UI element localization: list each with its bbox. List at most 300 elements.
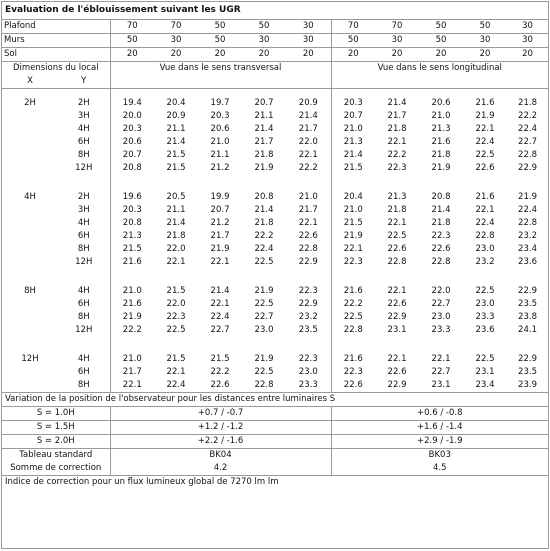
- variation-transversal: +0.7 / -0.7: [110, 407, 331, 421]
- reflectance-value: 70: [154, 20, 198, 34]
- reflectance-value: 20: [198, 48, 242, 62]
- reflectance-value: 20: [154, 48, 198, 62]
- ugr-longitudinal-value: 21.4: [331, 149, 375, 162]
- ugr-transversal-value: 22.6: [298, 231, 318, 241]
- spacer-cell: [110, 269, 331, 277]
- ugr-transversal-value: 19.4: [110, 97, 154, 110]
- ugr-longitudinal-value: 22.1: [431, 354, 451, 364]
- ugr-longitudinal-value: 22.5: [475, 150, 495, 160]
- ugr-longitudinal-value: 21.6: [331, 353, 375, 366]
- reflectance-row: [2, 20, 548, 34]
- transversal-spacer: [110, 75, 331, 89]
- ugr-transversal-value: 23.3: [298, 380, 318, 390]
- ugr-longitudinal-value: 23.6: [518, 257, 537, 267]
- variation-row: [2, 407, 548, 421]
- x-dimension-empty: [2, 123, 58, 136]
- ugr-sheet: [1, 1, 549, 549]
- ugr-transversal-value: 22.3: [166, 312, 186, 322]
- ugr-longitudinal-value: 22.7: [431, 299, 451, 309]
- variation-transversal: +1.2 / -1.2: [110, 421, 331, 435]
- reflectance-value: 50: [198, 34, 242, 48]
- ugr-transversal-value: 21.1: [254, 111, 274, 121]
- y-dimension: 6H: [77, 367, 90, 377]
- ugr-transversal-value: 19.9: [210, 192, 230, 202]
- ugr-transversal-value: 20.4: [166, 98, 186, 108]
- spacer-cell: [331, 277, 548, 285]
- longitudinal-spacer: [331, 75, 548, 89]
- standard-transversal: BK04: [110, 449, 331, 463]
- variation-longitudinal: +0.6 / -0.8: [331, 407, 548, 421]
- ugr-transversal-value: 22.1: [110, 379, 154, 393]
- footnote: Indice de correction pour un flux lumineux global de 7270 lm lm: [5, 477, 279, 487]
- ugr-transversal-value: 22.7: [254, 312, 274, 322]
- spacer-cell: [110, 183, 331, 191]
- ugr-longitudinal-value: 23.2: [475, 257, 495, 267]
- x-dimension-empty: [2, 298, 58, 311]
- y-dimension: 6H: [77, 231, 90, 241]
- spacer-cell: [331, 345, 548, 353]
- spacer-cell: [2, 89, 110, 98]
- x-dimension: 8H: [24, 286, 36, 296]
- ugr-transversal-value: 22.5: [254, 367, 274, 377]
- ugr-longitudinal-value: 22.1: [331, 243, 375, 256]
- reflectance-value: 30: [463, 34, 507, 48]
- y-dimension: 2H: [77, 192, 90, 202]
- ugr-data-row: [2, 324, 548, 337]
- reflectance-value: 30: [242, 34, 286, 48]
- dimensions-label: Dimensions du local: [12, 63, 99, 73]
- ugr-longitudinal-value: 22.9: [518, 163, 537, 173]
- ugr-longitudinal-value: 21.7: [387, 111, 407, 121]
- reflectance-value: 30: [507, 34, 548, 48]
- ugr-longitudinal-value: 21.8: [387, 205, 407, 215]
- ugr-longitudinal-value: 22.8: [518, 218, 537, 228]
- ugr-data-row: [2, 311, 548, 324]
- ugr-transversal-value: 21.9: [254, 286, 274, 296]
- ugr-transversal-value: 20.6: [110, 136, 154, 149]
- variation-row: [2, 421, 548, 435]
- longitudinal-label: Vue dans le sens longitudinal: [331, 62, 548, 76]
- ugr-longitudinal-value: 22.9: [387, 380, 407, 390]
- reflectance-value: 50: [463, 20, 507, 34]
- ugr-transversal-value: 21.4: [166, 137, 186, 147]
- variation-header-row: [2, 393, 548, 407]
- x-dimension-empty: [2, 311, 58, 324]
- standard-longitudinal: BK03: [331, 449, 548, 463]
- xy-header-row: [2, 75, 548, 89]
- ugr-longitudinal-value: 23.1: [387, 325, 407, 335]
- y-dimension: 4H: [77, 218, 90, 228]
- ugr-transversal-value: 21.5: [166, 354, 186, 364]
- ugr-longitudinal-value: 22.6: [331, 379, 375, 393]
- ugr-transversal-value: 21.8: [254, 218, 274, 228]
- ugr-longitudinal-value: 21.8: [518, 98, 537, 108]
- variation-spacing: S = 1.5H: [2, 421, 110, 435]
- ugr-table-body: [2, 20, 548, 489]
- ugr-transversal-value: 21.5: [166, 286, 186, 296]
- standard-table-row: [2, 449, 548, 463]
- ugr-transversal-value: 21.7: [298, 124, 318, 134]
- ugr-longitudinal-value: 22.7: [518, 137, 537, 147]
- ugr-transversal-value: 21.0: [110, 353, 154, 366]
- ugr-longitudinal-value: 21.6: [475, 98, 495, 108]
- ugr-longitudinal-value: 22.2: [331, 298, 375, 311]
- group-top-spacer: [2, 183, 548, 191]
- ugr-longitudinal-value: 21.0: [331, 123, 375, 136]
- y-dimension: 8H: [77, 150, 90, 160]
- ugr-transversal-value: 22.4: [166, 380, 186, 390]
- ugr-transversal-value: 22.9: [298, 299, 318, 309]
- ugr-longitudinal-value: 22.2: [518, 111, 537, 121]
- ugr-longitudinal-value: 22.2: [387, 150, 407, 160]
- reflectance-value: 20: [419, 48, 463, 62]
- ugr-transversal-value: 21.4: [254, 124, 274, 134]
- ugr-longitudinal-value: 22.1: [475, 124, 495, 134]
- variation-transversal: +2.2 / -1.6: [110, 435, 331, 449]
- ugr-transversal-value: 21.9: [254, 354, 274, 364]
- ugr-transversal-value: 22.4: [254, 244, 274, 254]
- variation-label: Variation de la position de l'observateur pour les distances entre luminaires S: [2, 393, 548, 407]
- ugr-longitudinal-value: 22.6: [387, 299, 407, 309]
- spacer-cell: [331, 89, 548, 98]
- ugr-transversal-value: 22.5: [254, 299, 274, 309]
- ugr-longitudinal-value: 22.5: [475, 286, 495, 296]
- reflectance-value: 20: [463, 48, 507, 62]
- reflectance-value: 50: [331, 34, 375, 48]
- x-dimension-empty: [2, 136, 58, 149]
- y-dimension: 8H: [77, 312, 90, 322]
- spacer-cell: [110, 277, 331, 285]
- ugr-transversal-value: 19.6: [110, 191, 154, 204]
- ugr-longitudinal-value: 21.5: [331, 162, 375, 175]
- ugr-longitudinal-value: 23.1: [431, 380, 451, 390]
- ugr-transversal-value: 20.3: [210, 111, 230, 121]
- reflectance-value: 50: [419, 20, 463, 34]
- spacer-cell: [2, 337, 110, 345]
- ugr-longitudinal-value: 22.8: [331, 324, 375, 337]
- ugr-data-row: [2, 204, 548, 217]
- ugr-transversal-value: 21.0: [298, 192, 318, 202]
- ugr-transversal-value: 22.2: [254, 231, 274, 241]
- y-dimension: 2H: [77, 98, 90, 108]
- group-top-spacer: [2, 277, 548, 285]
- ugr-transversal-value: 22.5: [166, 325, 186, 335]
- ugr-transversal-value: 21.9: [254, 163, 274, 173]
- reflectance-label: Murs: [2, 34, 110, 48]
- ugr-transversal-value: 22.4: [210, 312, 230, 322]
- spacer-cell: [331, 337, 548, 345]
- ugr-longitudinal-value: 20.8: [431, 192, 451, 202]
- ugr-transversal-value: 21.4: [254, 205, 274, 215]
- ugr-longitudinal-value: 20.7: [331, 110, 375, 123]
- x-dimension-empty: [2, 230, 58, 243]
- ugr-transversal-value: 20.0: [110, 110, 154, 123]
- reflectance-row: [2, 48, 548, 62]
- ugr-transversal-value: 21.4: [210, 286, 230, 296]
- spacer-cell: [2, 175, 110, 183]
- ugr-longitudinal-value: 22.4: [518, 124, 537, 134]
- ugr-transversal-value: 23.2: [298, 312, 318, 322]
- x-dimension-empty: [2, 243, 58, 256]
- ugr-transversal-value: 22.1: [166, 257, 186, 267]
- ugr-longitudinal-value: 22.6: [387, 244, 407, 254]
- reflectance-row: [2, 34, 548, 48]
- ugr-transversal-value: 21.7: [254, 137, 274, 147]
- ugr-transversal-value: 21.5: [210, 354, 230, 364]
- ugr-longitudinal-value: 22.8: [518, 150, 537, 160]
- reflectance-value: 20: [286, 48, 331, 62]
- ugr-longitudinal-value: 23.3: [431, 325, 451, 335]
- ugr-data-row: [2, 149, 548, 162]
- correction-longitudinal: 4.5: [331, 462, 548, 476]
- ugr-longitudinal-value: 21.6: [431, 137, 451, 147]
- ugr-longitudinal-value: 22.6: [475, 163, 495, 173]
- ugr-longitudinal-value: 22.3: [387, 163, 407, 173]
- y-dimension: 8H: [77, 244, 90, 254]
- ugr-longitudinal-value: 21.6: [475, 192, 495, 202]
- ugr-longitudinal-value: 23.4: [475, 380, 495, 390]
- ugr-longitudinal-value: 21.9: [431, 163, 451, 173]
- ugr-transversal-value: 23.0: [298, 367, 318, 377]
- ugr-longitudinal-value: 23.5: [518, 299, 537, 309]
- ugr-transversal-value: 22.1: [210, 257, 230, 267]
- y-dimension: 12H: [75, 163, 93, 173]
- ugr-table: [2, 20, 548, 489]
- ugr-data-row: [2, 256, 548, 269]
- reflectance-value: 70: [110, 20, 154, 34]
- ugr-transversal-value: 21.6: [110, 298, 154, 311]
- reflectance-value: 70: [375, 20, 419, 34]
- standard-label: Tableau standard: [19, 450, 93, 460]
- ugr-longitudinal-value: 22.8: [387, 257, 407, 267]
- variation-spacing: S = 2.0H: [2, 435, 110, 449]
- reflectance-value: 30: [154, 34, 198, 48]
- y-dimension: 4H: [77, 286, 90, 296]
- y-dimension: 12H: [75, 257, 93, 267]
- ugr-longitudinal-value: 23.6: [475, 325, 495, 335]
- sheet-title: Evaluation de l'éblouissement suivant les UGR: [2, 2, 548, 20]
- ugr-longitudinal-value: 21.9: [518, 192, 537, 202]
- reflectance-value: 20: [110, 48, 154, 62]
- ugr-transversal-value: 22.8: [298, 244, 318, 254]
- ugr-longitudinal-value: 23.0: [475, 244, 495, 254]
- ugr-transversal-value: 22.7: [210, 325, 230, 335]
- y-dimension: 3H: [77, 111, 90, 121]
- ugr-transversal-value: 22.3: [298, 286, 318, 296]
- group-top-spacer: [2, 345, 548, 353]
- ugr-data-row: [2, 217, 548, 230]
- dimension-header-row: [2, 62, 548, 76]
- ugr-transversal-value: 20.8: [110, 162, 154, 175]
- spacer-cell: [110, 89, 331, 98]
- x-dimension-empty: [2, 379, 58, 393]
- spacer-cell: [2, 269, 110, 277]
- x-dimension: 4H: [24, 192, 36, 202]
- ugr-longitudinal-value: 22.0: [431, 286, 451, 296]
- reflectance-value: 30: [375, 34, 419, 48]
- ugr-data-row: [2, 97, 548, 110]
- variation-longitudinal: +1.6 / -1.4: [331, 421, 548, 435]
- reflectance-label: Plafond: [2, 20, 110, 34]
- ugr-transversal-value: 22.1: [210, 299, 230, 309]
- ugr-data-row: [2, 243, 548, 256]
- ugr-transversal-value: 21.8: [254, 150, 274, 160]
- ugr-transversal-value: 21.2: [210, 163, 230, 173]
- ugr-longitudinal-value: 22.1: [387, 286, 407, 296]
- y-dimension: 4H: [77, 354, 90, 364]
- ugr-longitudinal-value: 20.4: [331, 191, 375, 204]
- reflectance-value: 50: [419, 34, 463, 48]
- ugr-transversal-value: 21.0: [110, 285, 154, 298]
- ugr-longitudinal-value: 22.5: [331, 311, 375, 324]
- ugr-longitudinal-value: 21.5: [331, 217, 375, 230]
- y-dimension: 12H: [75, 325, 93, 335]
- ugr-transversal-value: 22.6: [210, 380, 230, 390]
- ugr-longitudinal-value: 22.4: [518, 205, 537, 215]
- ugr-transversal-value: 21.8: [166, 231, 186, 241]
- y-dimension: 6H: [77, 137, 90, 147]
- reflectance-value: 30: [286, 20, 331, 34]
- ugr-transversal-value: 20.8: [110, 217, 154, 230]
- ugr-longitudinal-value: 21.6: [331, 285, 375, 298]
- spacer-cell: [2, 277, 110, 285]
- spacer-cell: [331, 269, 548, 277]
- spacer-cell: [331, 175, 548, 183]
- ugr-transversal-value: 22.2: [110, 324, 154, 337]
- ugr-longitudinal-value: 23.4: [518, 244, 537, 254]
- x-dimension-empty: [2, 366, 58, 379]
- ugr-data-row: [2, 123, 548, 136]
- spacer-cell: [110, 337, 331, 345]
- correction-transversal: 4.2: [110, 462, 331, 476]
- reflectance-value: 50: [242, 20, 286, 34]
- ugr-longitudinal-value: 21.0: [431, 111, 451, 121]
- ugr-longitudinal-value: 22.3: [331, 366, 375, 379]
- ugr-transversal-value: 21.9: [110, 311, 154, 324]
- ugr-transversal-value: 21.5: [166, 150, 186, 160]
- group-spacer: [2, 175, 548, 183]
- ugr-transversal-value: 20.9: [166, 111, 186, 121]
- ugr-longitudinal-value: 22.5: [387, 231, 407, 241]
- ugr-longitudinal-value: 21.8: [431, 150, 451, 160]
- ugr-transversal-value: 22.0: [166, 299, 186, 309]
- correction-row: [2, 462, 548, 476]
- ugr-longitudinal-value: 23.5: [518, 367, 537, 377]
- ugr-transversal-value: 21.4: [298, 111, 318, 121]
- ugr-data-row: [2, 230, 548, 243]
- reflectance-value: 20: [242, 48, 286, 62]
- x-dimension-empty: [2, 324, 58, 337]
- ugr-transversal-value: 21.5: [166, 163, 186, 173]
- ugr-longitudinal-value: 22.8: [431, 257, 451, 267]
- ugr-transversal-value: 22.0: [298, 137, 318, 147]
- ugr-data-row: [2, 136, 548, 149]
- ugr-transversal-value: 22.8: [254, 380, 274, 390]
- ugr-longitudinal-value: 21.9: [475, 111, 495, 121]
- ugr-transversal-value: 22.5: [254, 257, 274, 267]
- spacer-cell: [331, 183, 548, 191]
- ugr-transversal-value: 22.1: [166, 367, 186, 377]
- ugr-transversal-value: 22.1: [298, 218, 318, 228]
- ugr-transversal-value: 20.7: [110, 149, 154, 162]
- ugr-longitudinal-value: 22.1: [475, 205, 495, 215]
- group-top-spacer: [2, 89, 548, 98]
- spacer-cell: [2, 345, 110, 353]
- ugr-data-row: [2, 379, 548, 393]
- ugr-transversal-value: 21.3: [110, 230, 154, 243]
- ugr-longitudinal-value: 21.3: [331, 136, 375, 149]
- x-dimension-empty: [2, 256, 58, 269]
- x-label: X: [2, 75, 58, 89]
- ugr-transversal-value: 21.7: [210, 231, 230, 241]
- variation-spacing: S = 1.0H: [2, 407, 110, 421]
- footnote-row: [2, 476, 548, 490]
- ugr-transversal-value: 21.4: [166, 218, 186, 228]
- reflectance-value: 50: [198, 20, 242, 34]
- ugr-transversal-value: 21.5: [110, 243, 154, 256]
- ugr-longitudinal-value: 22.5: [475, 354, 495, 364]
- y-dimension: 6H: [77, 299, 90, 309]
- ugr-transversal-value: 20.8: [254, 192, 274, 202]
- ugr-longitudinal-value: 22.4: [475, 218, 495, 228]
- ugr-data-row: [2, 110, 548, 123]
- ugr-longitudinal-value: 23.0: [431, 312, 451, 322]
- ugr-transversal-value: 20.3: [110, 123, 154, 136]
- group-spacer: [2, 337, 548, 345]
- ugr-transversal-value: 20.9: [298, 98, 318, 108]
- ugr-longitudinal-value: 21.8: [387, 124, 407, 134]
- ugr-transversal-value: 22.9: [298, 257, 318, 267]
- ugr-data-row: [2, 191, 548, 204]
- ugr-transversal-value: 21.7: [110, 366, 154, 379]
- correction-label: Somme de correction: [2, 462, 110, 476]
- reflectance-value: 70: [331, 20, 375, 34]
- ugr-transversal-value: 21.9: [210, 244, 230, 254]
- ugr-longitudinal-value: 22.1: [387, 218, 407, 228]
- ugr-transversal-value: 20.5: [166, 192, 186, 202]
- ugr-longitudinal-value: 21.4: [387, 98, 407, 108]
- ugr-transversal-value: 21.6: [110, 256, 154, 269]
- ugr-transversal-value: 22.2: [298, 163, 318, 173]
- ugr-longitudinal-value: 22.1: [387, 137, 407, 147]
- x-dimension-empty: [2, 149, 58, 162]
- reflectance-label: Sol: [2, 48, 110, 62]
- ugr-transversal-value: 21.1: [166, 205, 186, 215]
- ugr-longitudinal-value: 23.3: [475, 312, 495, 322]
- ugr-longitudinal-value: 21.9: [331, 230, 375, 243]
- ugr-transversal-value: 19.7: [210, 98, 230, 108]
- ugr-transversal-value: 22.2: [210, 367, 230, 377]
- variation-row: [2, 435, 548, 449]
- ugr-transversal-value: 22.3: [298, 354, 318, 364]
- x-dimension: 12H: [21, 354, 39, 364]
- ugr-transversal-value: 23.5: [298, 325, 318, 335]
- ugr-longitudinal-value: 21.4: [431, 205, 451, 215]
- spacer-cell: [2, 183, 110, 191]
- ugr-longitudinal-value: 22.9: [387, 312, 407, 322]
- transversal-label: Vue dans le sens transversal: [110, 62, 331, 76]
- ugr-transversal-value: 23.0: [254, 325, 274, 335]
- ugr-transversal-value: 22.0: [166, 244, 186, 254]
- x-dimension-empty: [2, 162, 58, 175]
- x-dimension-empty: [2, 110, 58, 123]
- ugr-longitudinal-value: 22.1: [387, 354, 407, 364]
- ugr-data-row: [2, 162, 548, 175]
- ugr-transversal-value: 21.7: [298, 205, 318, 215]
- ugr-longitudinal-value: 23.8: [518, 312, 537, 322]
- ugr-longitudinal-value: 23.1: [475, 367, 495, 377]
- ugr-longitudinal-value: 22.9: [518, 354, 537, 364]
